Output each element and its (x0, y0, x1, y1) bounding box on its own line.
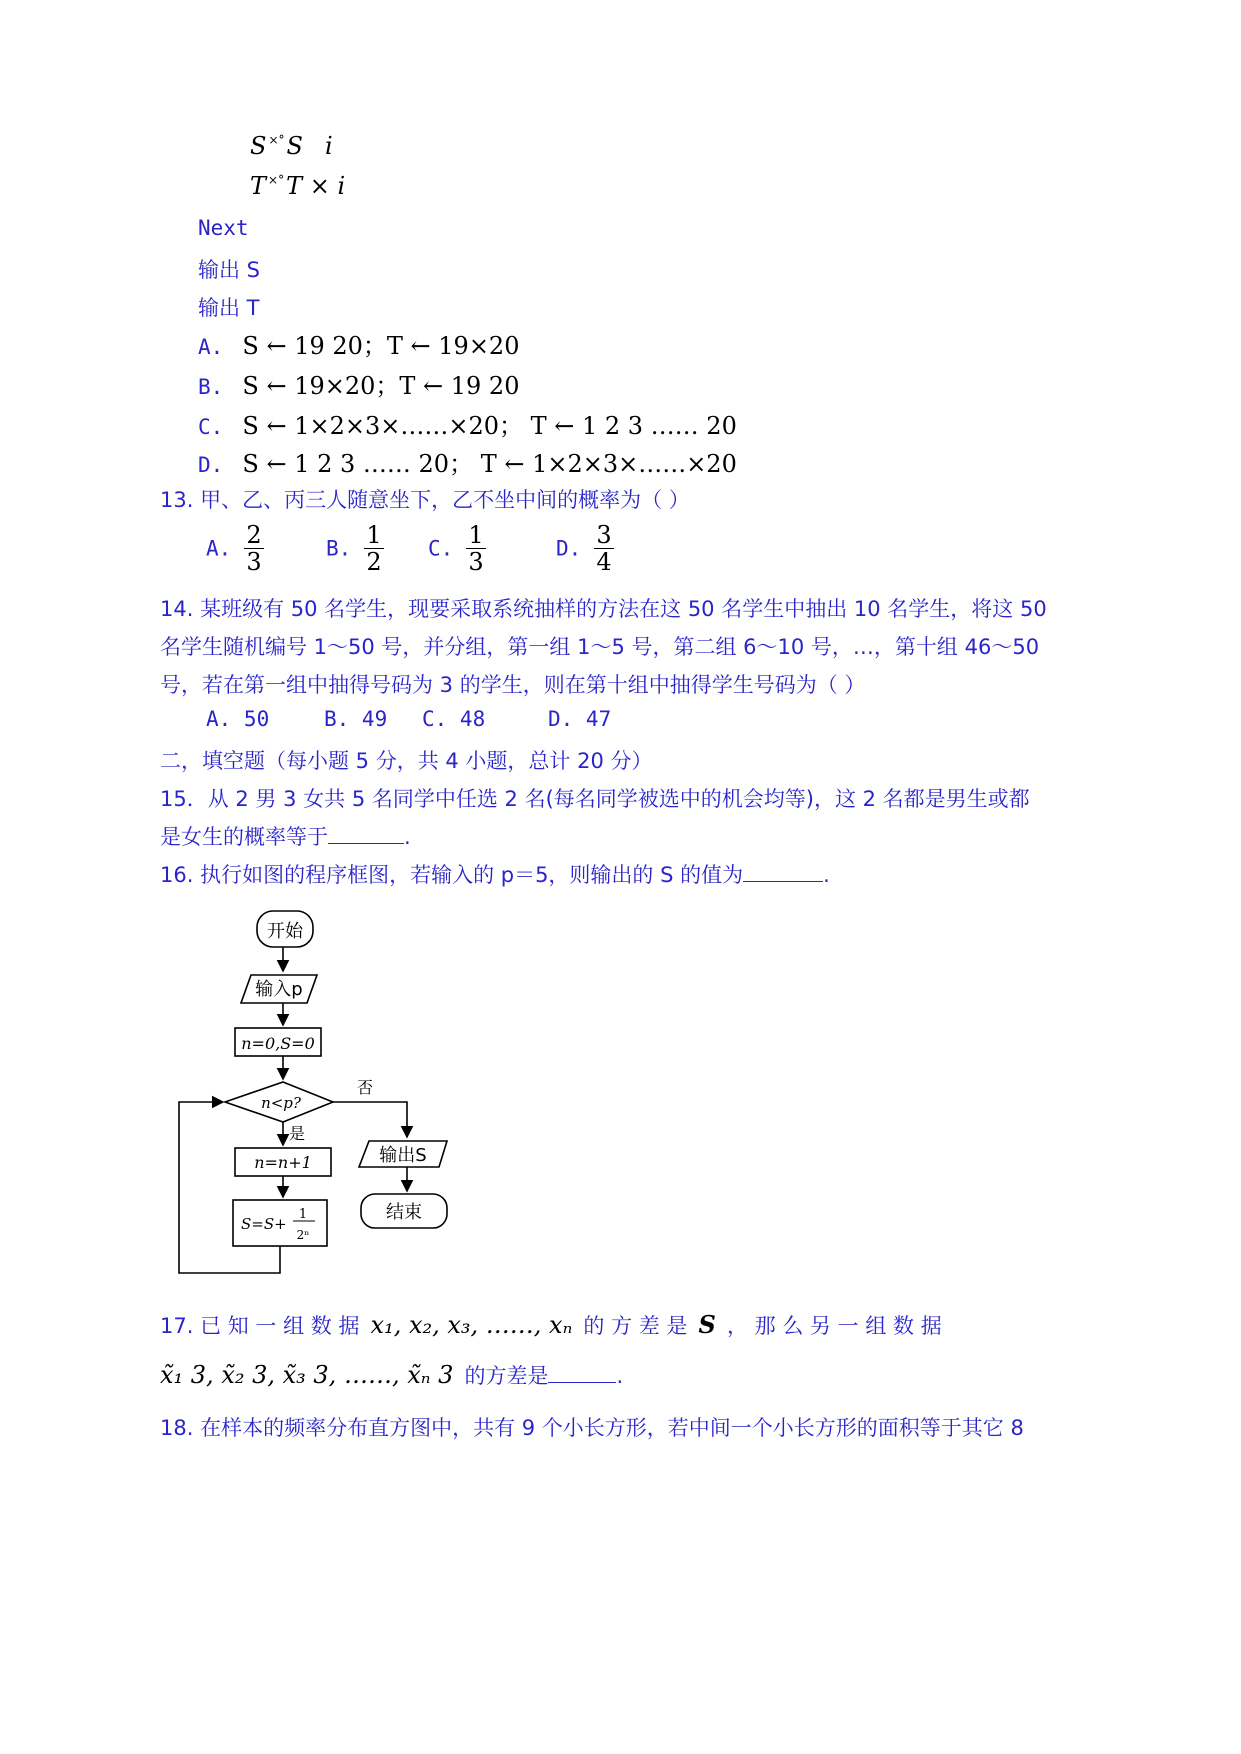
q16-stem: 16. 执行如图的程序框图，若输入的 p＝5，则输出的 S 的值为 . (160, 863, 830, 887)
q15-answer-blank (328, 825, 404, 844)
q15-line2: 是女生的概率等于 . (160, 825, 411, 849)
q13-option-d: D. $\frac{3}{4}$ (556, 521, 612, 576)
flow-no-label: 否 (357, 1078, 374, 1097)
q12-option-b: B. S ← 19×20；T ← 19 20 (198, 372, 520, 400)
q13-option-a: A. $\frac{2}{3}$ (206, 521, 262, 576)
q12-option-d: D. S ← 1 2 3 …… 20； T ← 1×2×3×……×20 (198, 450, 737, 478)
q14-option-c: C. 48 (422, 707, 486, 731)
q13-stem: 13. 甲、乙、丙三人随意坐下，乙不坐中间的概率为（ ） (160, 488, 690, 512)
code-line-s: S ×°S i (250, 132, 333, 160)
flow-start-label: 开始 (267, 921, 303, 942)
q15-line1: 15．从 2 男 3 女共 5 名同学中任选 2 名(每名同学被选中的机会均等)，这 2 名都是男生或都 (160, 787, 1030, 811)
flow-step1-label: n=n+1 (254, 1153, 312, 1172)
code-output-s: 输出 S (198, 258, 261, 282)
flow-input-label: 输入p (255, 979, 303, 1000)
flow-end-label: 结束 (386, 1202, 422, 1223)
q17-line1: 17. 已 知 一 组 数 据 x₁, x₂, x₃, ……, xₙ 的 方 差 是 S ， 那 么 另 一 组 数 据 (160, 1310, 942, 1339)
code-line-t: T ×°T × i (250, 172, 346, 200)
code-next: Next (198, 216, 249, 240)
q13-option-c: C. $\frac{1}{3}$ (428, 521, 484, 576)
code-output-t: 输出 T (198, 296, 260, 320)
q14-option-a: A. 50 (206, 707, 270, 731)
flow-step2-num: 1 (298, 1207, 308, 1222)
section-heading: 二，填空题（每小题 5 分，共 4 小题，总计 20 分） (160, 749, 653, 773)
q12-option-c: C. S ← 1×2×3×……×20； T ← 1 2 3 …… 20 (198, 412, 737, 440)
flow-yes-label: 是 (289, 1124, 306, 1143)
q16-answer-blank (743, 863, 823, 882)
q14-option-d: D. 47 (548, 707, 612, 731)
flow-step2-den: 2ⁿ (296, 1228, 310, 1242)
flowchart (175, 905, 455, 1283)
q12-option-a: A. S ← 19 20；T ← 19×20 (198, 332, 520, 360)
q13-option-b: B. $\frac{1}{2}$ (326, 521, 382, 576)
flow-cond-label: n<p? (261, 1094, 301, 1112)
q17-line2: x̃₁ 3, x̃₂ 3, x̃₃ 3, ……, x̃ₙ 3 的方差是 . (160, 1361, 624, 1389)
q14-line1: 14. 某班级有 50 名学生，现要采取系统抽样的方法在这 50 名学生中抽出 10 名学生，将这 50 (160, 597, 1047, 621)
q14-line2: 名学生随机编号 1～50 号，并分组，第一组 1～5 号，第二组 6～10 号，…，第十组 46～50 (160, 635, 1040, 659)
flow-step2-lhs: S=S+ (241, 1215, 287, 1233)
q14-option-b: B. 49 (324, 707, 388, 731)
q18-stem: 18. 在样本的频率分布直方图中，共有 9 个小长方形，若中间一个小长方形的面积等于其它 8 (160, 1416, 1024, 1440)
flow-output-label: 输出S (379, 1145, 427, 1166)
q17-answer-blank (548, 1364, 616, 1383)
q14-line3: 号，若在第一组中抽得号码为 3 的学生，则在第十组中抽得学生号码为（ ） (160, 673, 866, 697)
flow-init-label: n=0,S=0 (241, 1034, 315, 1053)
